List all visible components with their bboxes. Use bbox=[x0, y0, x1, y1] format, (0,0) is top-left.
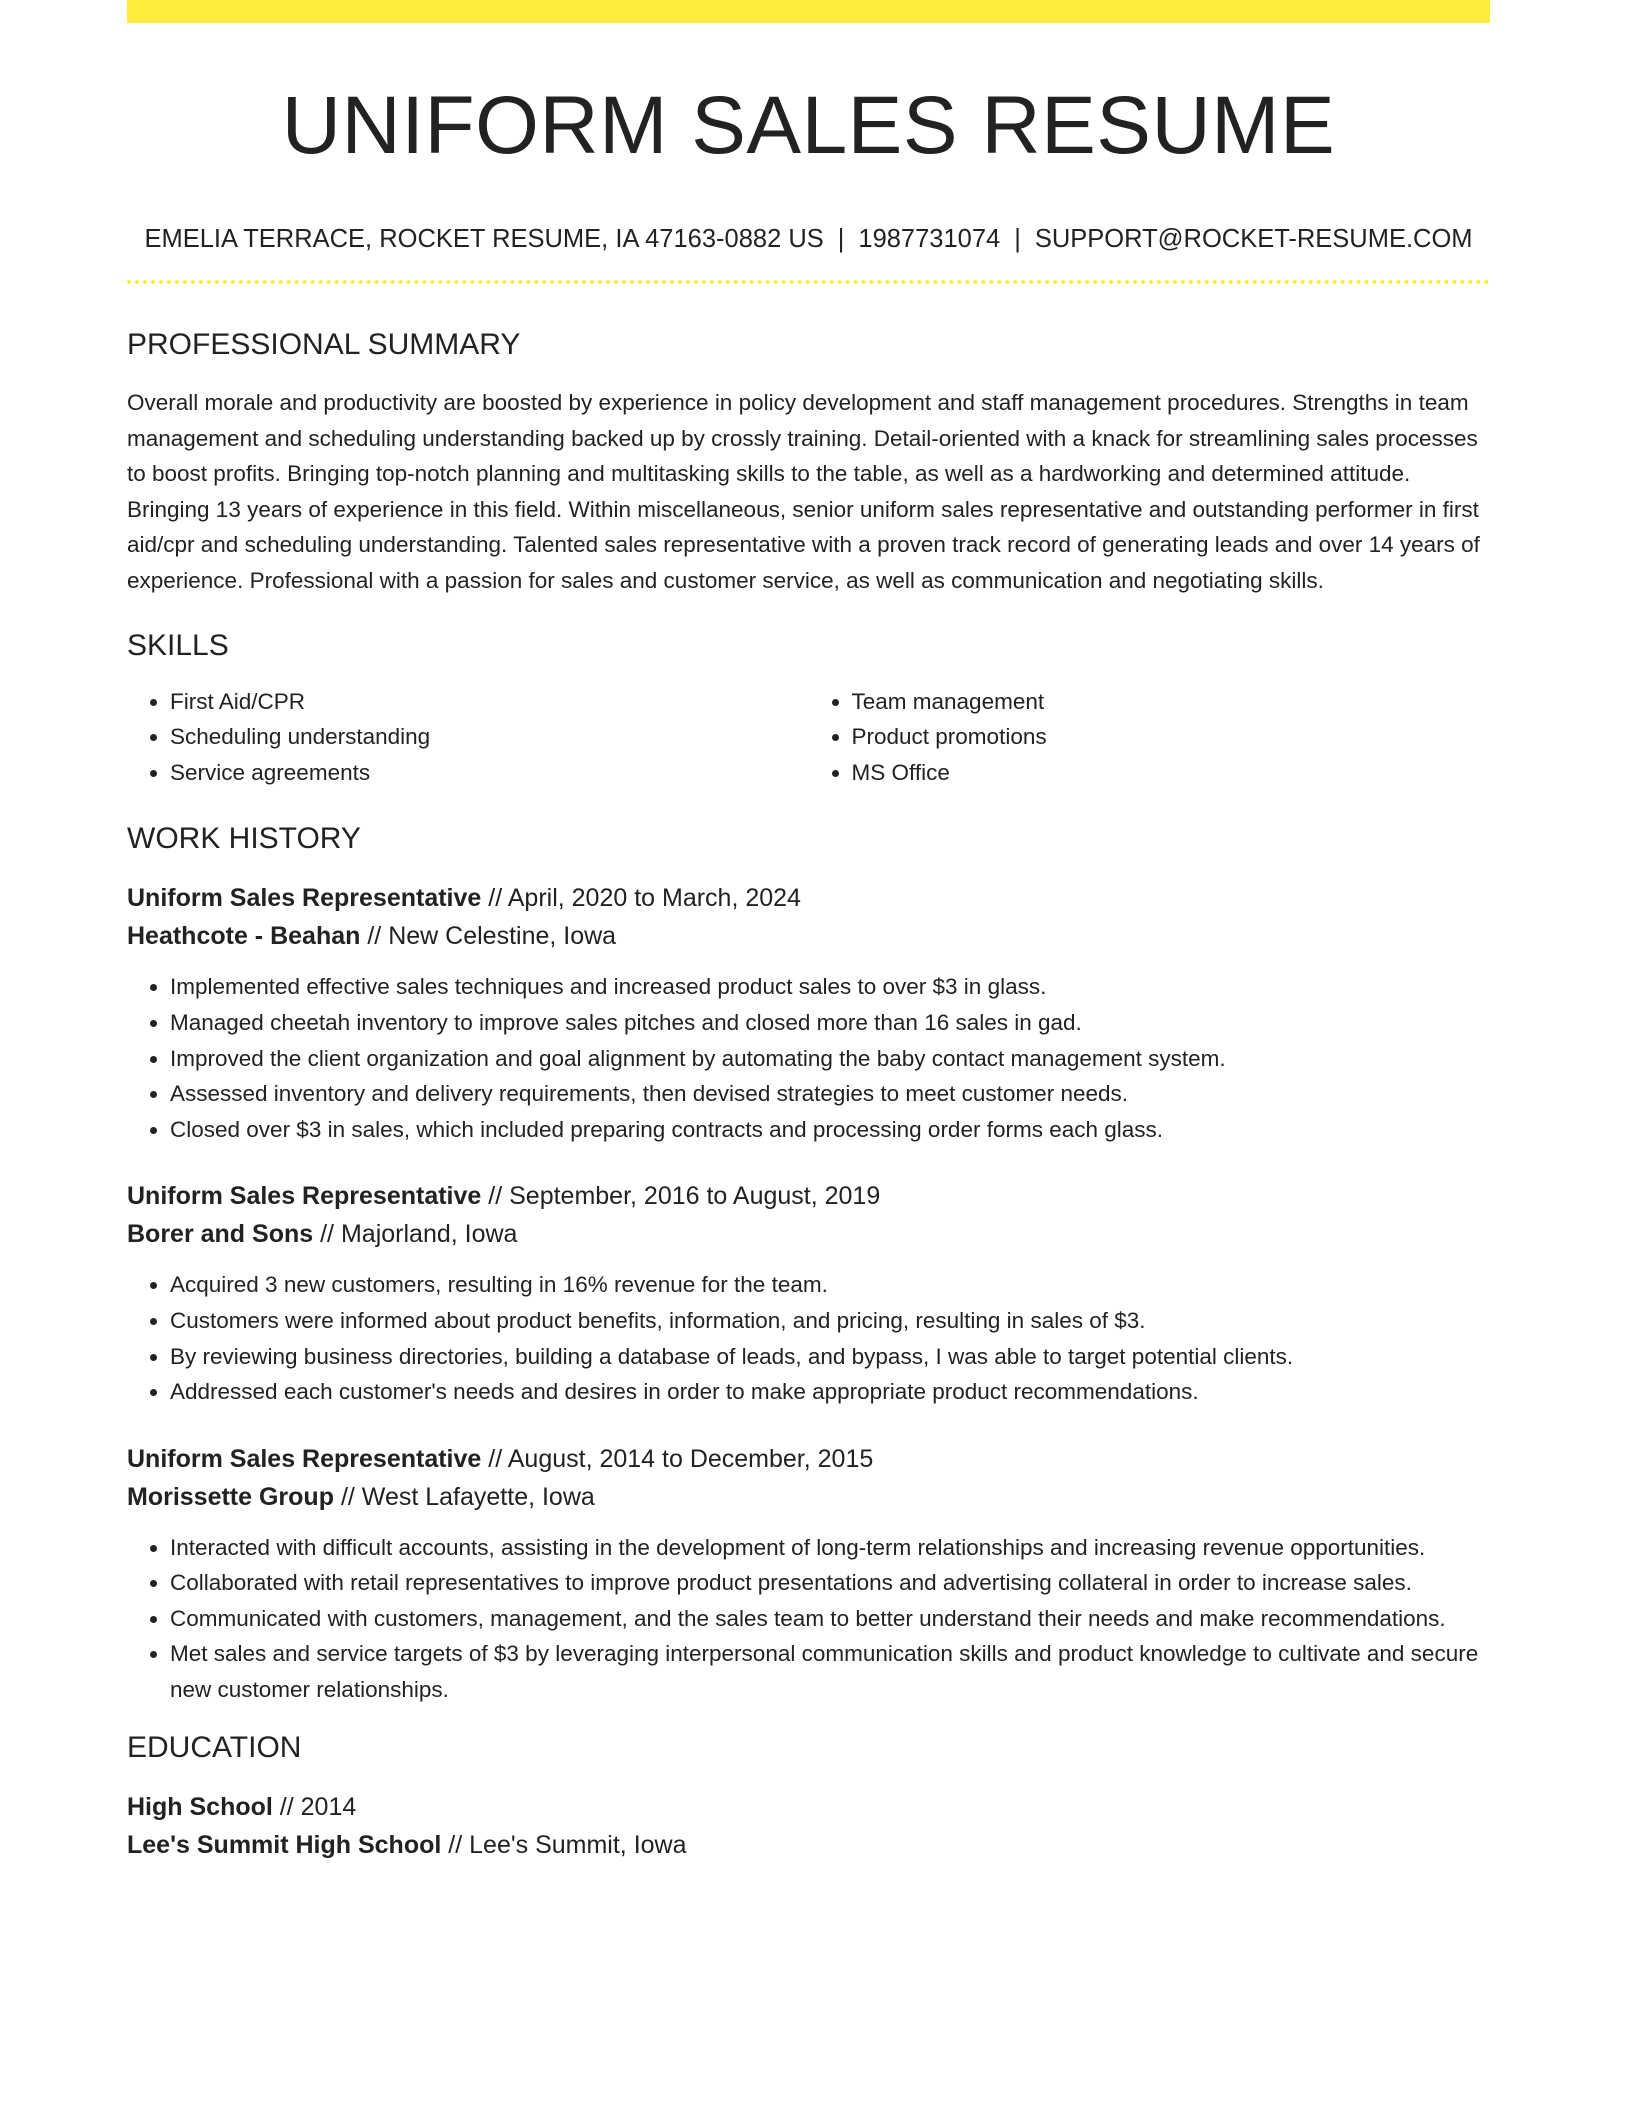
skills-heading: SKILLS bbox=[127, 628, 229, 662]
job-location: Majorland, Iowa bbox=[340, 1220, 518, 1249]
separator: // bbox=[279, 1792, 294, 1821]
summary-heading: PROFESSIONAL SUMMARY bbox=[127, 328, 521, 361]
job-bullet: • Managed cheetah inventory to improve sales pitches and closed more than 16 sales in gad. bbox=[170, 1005, 1490, 1041]
education-entry bbox=[127, 1788, 1490, 1864]
job-bullet: • Met sales and service targets of $3 by leveraging interpersonal communication skills and product knowledge to cultivate and secure new customer relationships. bbox=[170, 1636, 1490, 1707]
job-bullet: • Closed over $3 in sales, which included preparing contracts and processing order forms each glass. bbox=[170, 1112, 1490, 1148]
contact-email[interactable]: SUPPORT@ROCKET-RESUME.COM bbox=[1034, 225, 1473, 253]
job-location: New Celestine, Iowa bbox=[388, 922, 617, 951]
education-degree: High School bbox=[127, 1792, 273, 1821]
job-title: Uniform Sales Representative bbox=[127, 1182, 482, 1211]
education-school-line bbox=[127, 1826, 1490, 1864]
separator: // bbox=[448, 1830, 463, 1859]
job-title: Uniform Sales Representative bbox=[127, 1444, 482, 1473]
contact-line bbox=[127, 224, 1490, 254]
job-bullet: • Addressed each customer's needs and desires in order to make appropriate product recommendations. bbox=[170, 1374, 1490, 1410]
job-bullet: • Acquired 3 new customers, resulting in 16% revenue for the team. bbox=[170, 1267, 1490, 1303]
skill-item: • Product promotions bbox=[852, 719, 1491, 755]
separator: // bbox=[320, 1220, 335, 1249]
separator: // bbox=[488, 884, 503, 913]
education-heading: EDUCATION bbox=[127, 1730, 302, 1764]
job-company: Heathcote - Beahan bbox=[127, 922, 361, 951]
contact-separator: | bbox=[1014, 225, 1021, 253]
skills-list bbox=[127, 684, 1490, 791]
job-entry bbox=[127, 879, 1490, 1147]
skill-item: • Service agreements bbox=[170, 755, 809, 791]
job-bullet: • Implemented effective sales techniques and increased product sales to over $3 in glass. bbox=[170, 969, 1490, 1005]
contact-phone: 1987731074 bbox=[858, 225, 1001, 253]
job-bullets bbox=[127, 1530, 1490, 1708]
separator: // bbox=[488, 1182, 503, 1211]
job-title-line bbox=[127, 1440, 1490, 1478]
job-bullet: • Customers were informed about product benefits, information, and pricing, resulting in sales of $3. bbox=[170, 1303, 1490, 1339]
job-dates: August, 2014 to December, 2015 bbox=[507, 1444, 874, 1473]
skill-item: • Team management bbox=[852, 684, 1491, 720]
education-degree-line bbox=[127, 1788, 1490, 1826]
job-bullet: • Communicated with customers, management, and the sales team to better understand their needs and make recommendations. bbox=[170, 1601, 1490, 1637]
separator: // bbox=[340, 1482, 355, 1511]
separator: // bbox=[367, 922, 382, 951]
job-bullet: • Collaborated with retail representatives to improve product presentations and advertising collateral in order to increase sales. bbox=[170, 1565, 1490, 1601]
job-title-line bbox=[127, 1177, 1490, 1215]
job-bullet: • Improved the client organization and goal alignment by automating the baby contact management system. bbox=[170, 1041, 1490, 1077]
education-school: Lee's Summit High School bbox=[127, 1830, 442, 1859]
skill-item: • First Aid/CPR bbox=[170, 684, 809, 720]
skills-column-left bbox=[127, 684, 809, 791]
job-bullet: • Assessed inventory and delivery requirements, then devised strategies to meet customer needs. bbox=[170, 1076, 1490, 1112]
job-entry bbox=[127, 1177, 1490, 1409]
dotted-divider bbox=[127, 280, 1490, 284]
skill-item: • MS Office bbox=[852, 755, 1491, 791]
skills-column-right bbox=[809, 684, 1491, 791]
job-dates: September, 2016 to August, 2019 bbox=[509, 1182, 881, 1211]
education-year: 2014 bbox=[300, 1792, 357, 1821]
job-company: Morissette Group bbox=[127, 1482, 334, 1511]
skill-item: • Scheduling understanding bbox=[170, 719, 809, 755]
contact-address: EMELIA TERRACE, ROCKET RESUME, IA 47163-0882 US bbox=[144, 225, 824, 253]
job-title-line bbox=[127, 879, 1490, 917]
contact-separator: | bbox=[837, 225, 845, 253]
resume-title: UNIFORM SALES RESUME bbox=[281, 80, 1336, 171]
education-location: Lee's Summit, Iowa bbox=[469, 1830, 687, 1859]
work-history-heading: WORK HISTORY bbox=[127, 822, 361, 856]
job-bullets bbox=[127, 1267, 1490, 1409]
job-title: Uniform Sales Representative bbox=[127, 884, 482, 913]
job-dates: April, 2020 to March, 2024 bbox=[507, 884, 801, 913]
job-location: West Lafayette, Iowa bbox=[361, 1482, 595, 1511]
job-bullet: • By reviewing business directories, building a database of leads, and bypass, I was able to target potential clients. bbox=[170, 1339, 1490, 1375]
summary-text: Overall morale and productivity are boosted by experience in policy development and staff management procedures. Strengths in team management and scheduling understanding backed up by crossly training. Detail-oriented with a knack for streamlining sales processes to boost profits. Bringing top-notch planning and multitasking skills to the table, as well as a hardworking and determined attitude. Bringing 13 years of experience in this field. Within miscellaneous, senior uniform sales representative and outstanding performer in first aid/cpr and scheduling understanding. Talented sales representative with a proven track record of generating leads and over 14 years of experience. Professional with a passion for sales and customer service, as well as communication and negotiating skills. bbox=[127, 390, 1480, 593]
separator: // bbox=[488, 1444, 503, 1473]
job-company-line bbox=[127, 1215, 1490, 1253]
resume-content bbox=[127, 0, 1490, 1864]
job-company-line bbox=[127, 917, 1490, 955]
job-company-line bbox=[127, 1478, 1490, 1516]
job-company: Borer and Sons bbox=[127, 1220, 314, 1249]
job-bullets bbox=[127, 969, 1490, 1147]
job-entry bbox=[127, 1440, 1490, 1708]
job-bullet: • Interacted with difficult accounts, assisting in the development of long-term relationships and increasing revenue opportunities. bbox=[170, 1530, 1490, 1566]
